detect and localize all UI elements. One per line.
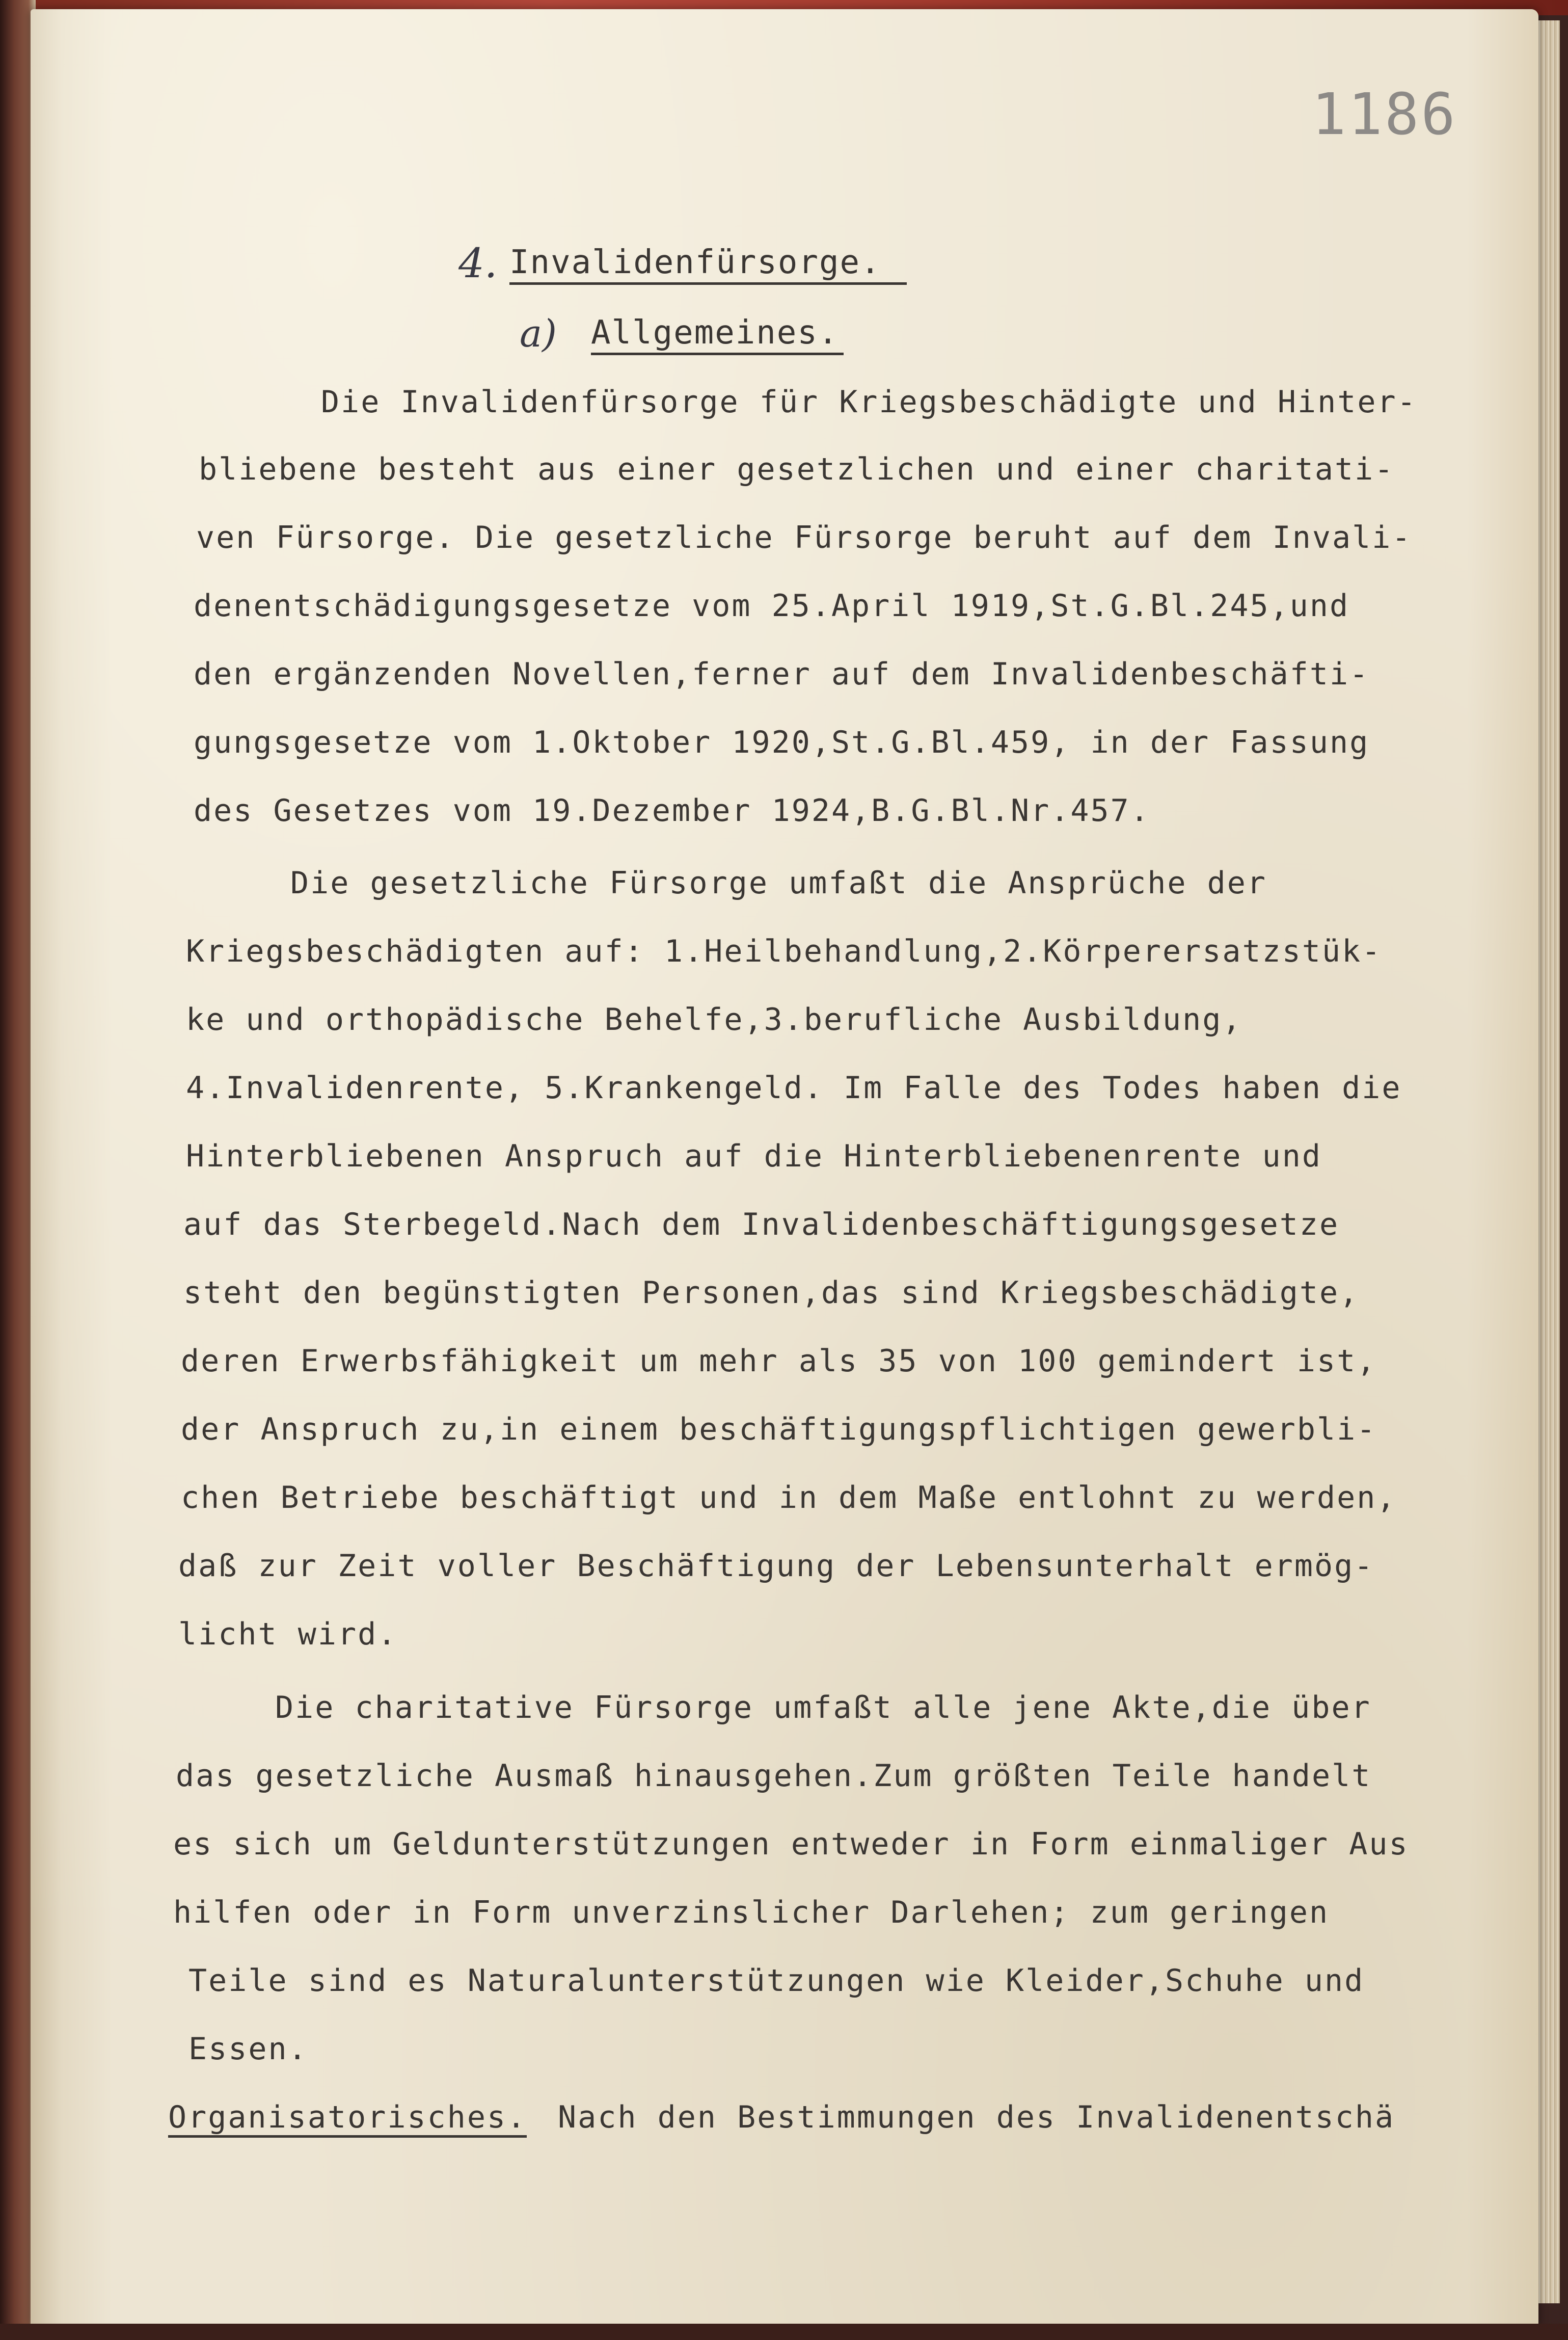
- text-line: den ergänzenden Novellen,ferner auf dem Invalidenbeschäfti-: [194, 656, 1370, 692]
- text-line: steht den begünstigten Personen,das sind Kriegsbeschädigte,: [183, 1275, 1360, 1311]
- section-title: Invalidenfürsorge.: [509, 244, 907, 285]
- text-line: gungsgesetze vom 1.Oktober 1920,St.G.Bl.459, in der Fassung: [194, 725, 1370, 760]
- scan-bottom-edge: [0, 2324, 1568, 2340]
- subsection-title: Allgemeines.: [591, 314, 844, 355]
- text-line: chen Betriebe beschäftigt und in dem Maße entlohnt zu werden,: [181, 1480, 1397, 1515]
- text-line: denentschädigungsgesetze vom 25.April 1919,St.G.Bl.245,und: [194, 588, 1350, 624]
- text-line: es sich um Geldunterstützungen entweder in Form einmaliger Aus: [173, 1826, 1409, 1862]
- organisatorisches-heading: Organisatorisches.: [168, 2099, 527, 2138]
- text-line: licht wird.: [178, 1616, 398, 1652]
- text-line: das gesetzliche Ausmaß hinausgehen.Zum größten Teile handelt: [176, 1758, 1372, 1794]
- text-line: ven Fürsorge. Die gesetzliche Fürsorge beruht auf dem Invali-: [196, 520, 1412, 555]
- page-number: 1186: [1312, 82, 1457, 148]
- subsection-marker: a): [520, 312, 557, 356]
- text-line: ke und orthopädische Behelfe,3.berufliche Ausbildung,: [186, 1002, 1242, 1038]
- text-line: hilfen oder in Form unverzinslicher Darlehen; zum geringen: [173, 1895, 1330, 1930]
- text-line: Essen.: [188, 2031, 308, 2067]
- text-line: des Gesetzes vom 19.Dezember 1924,B.G.Bl.Nr.457.: [194, 793, 1150, 829]
- text-line: Nach den Bestimmungen des Invalidenentschä: [558, 2099, 1395, 2135]
- text-line: der Anspruch zu,in einem beschäftigungspflichtigen gewerbli-: [181, 1412, 1377, 1447]
- text-line: Die gesetzliche Fürsorge umfaßt die Ansprüche der: [290, 865, 1267, 901]
- text-line: Die Invalidenfürsorge für Kriegsbeschädigte und Hinter-: [321, 384, 1417, 420]
- section-marker: 4.: [458, 240, 498, 287]
- text-line: Hinterbliebenen Anspruch auf die Hinterbliebenenrente und: [186, 1138, 1322, 1174]
- text-line: Die charitative Fürsorge umfaßt alle jene Akte,die über: [275, 1690, 1371, 1725]
- text-line: auf das Sterbegeld.Nach dem Invalidenbeschäftigungsgesetze: [183, 1207, 1340, 1242]
- text-line: daß zur Zeit voller Beschäftigung der Lebensunterhalt ermög-: [178, 1548, 1374, 1584]
- text-line: deren Erwerbsfähigkeit um mehr als 35 von 100 gemindert ist,: [181, 1343, 1377, 1379]
- text-line: 4.Invalidenrente, 5.Krankengeld. Im Falle des Todes haben die: [186, 1070, 1402, 1106]
- text-line: Kriegsbeschädigten auf: 1.Heilbehandlung,2.Körperersatzstük-: [186, 934, 1382, 969]
- text-line: Teile sind es Naturalunterstützungen wie Kleider,Schuhe und: [188, 1963, 1365, 1999]
- text-line: bliebene besteht aus einer gesetzlichen und einer charitati-: [199, 451, 1395, 487]
